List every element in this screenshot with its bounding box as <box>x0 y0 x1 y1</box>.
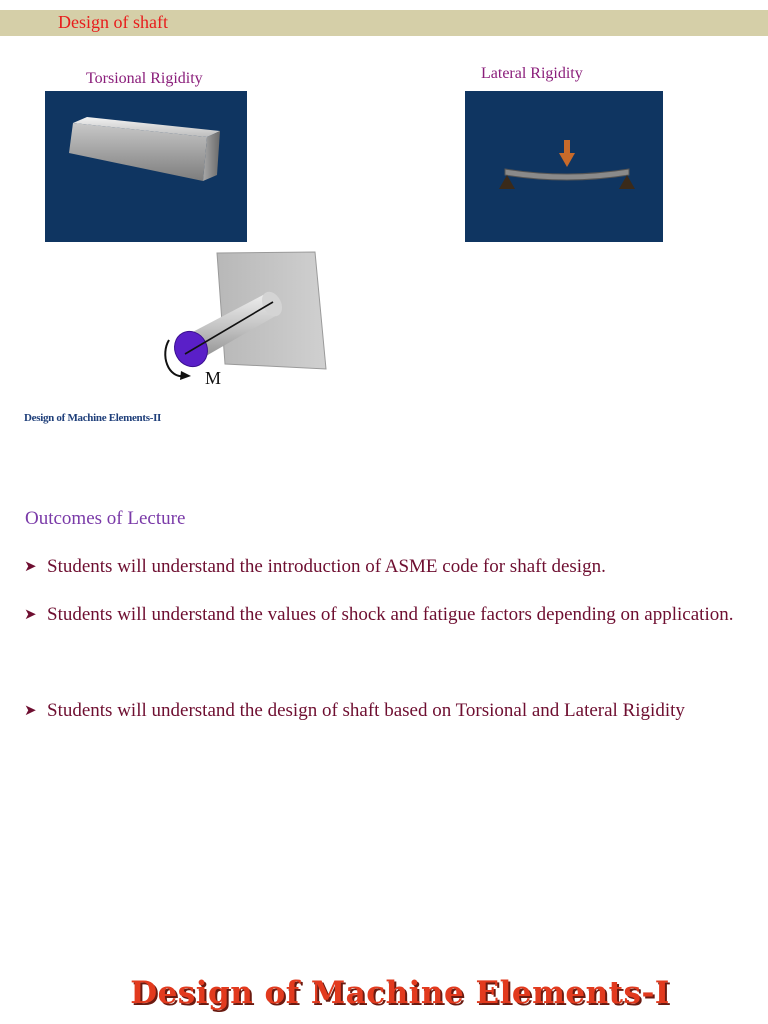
outcome-text: Students will understand the design of shaft based on Torsional and Lateral Rigidity <box>47 700 685 721</box>
torsional-caption: Torsional Rigidity <box>86 70 203 87</box>
load-arrow-icon <box>559 140 575 167</box>
outcome-text: Students will understand the values of shock and fatigue factors depending on application. <box>47 604 734 625</box>
course-title: Design of Machine Elements-I <box>130 975 670 1011</box>
outcomes-heading: Outcomes of Lecture <box>25 508 186 529</box>
left-support-icon <box>499 175 515 189</box>
right-support-icon <box>619 175 635 189</box>
arrow-bullet-icon: ➤ <box>24 559 37 575</box>
torsional-figure <box>45 91 247 242</box>
lateral-figure <box>465 91 663 242</box>
outcome-item-3 <box>24 687 736 735</box>
outcome-item-2 <box>24 591 736 639</box>
outcome-item-1 <box>24 543 736 591</box>
arrow-bullet-icon: ➤ <box>24 703 37 719</box>
course-subtitle: Design of Machine Elements-II <box>24 412 162 424</box>
shaft-moment-figure <box>155 248 335 390</box>
lateral-caption: Lateral Rigidity <box>481 65 583 82</box>
page-title: Design of shaft <box>58 12 168 32</box>
moment-label: M <box>205 368 222 388</box>
torsional-bar-image <box>45 91 247 242</box>
shaft-moment-image <box>155 248 335 390</box>
arrow-bullet-icon: ➤ <box>24 607 37 623</box>
lateral-beam-image <box>465 91 663 242</box>
outcome-text: Students will understand the introduction of ASME code for shaft design. <box>47 556 606 577</box>
